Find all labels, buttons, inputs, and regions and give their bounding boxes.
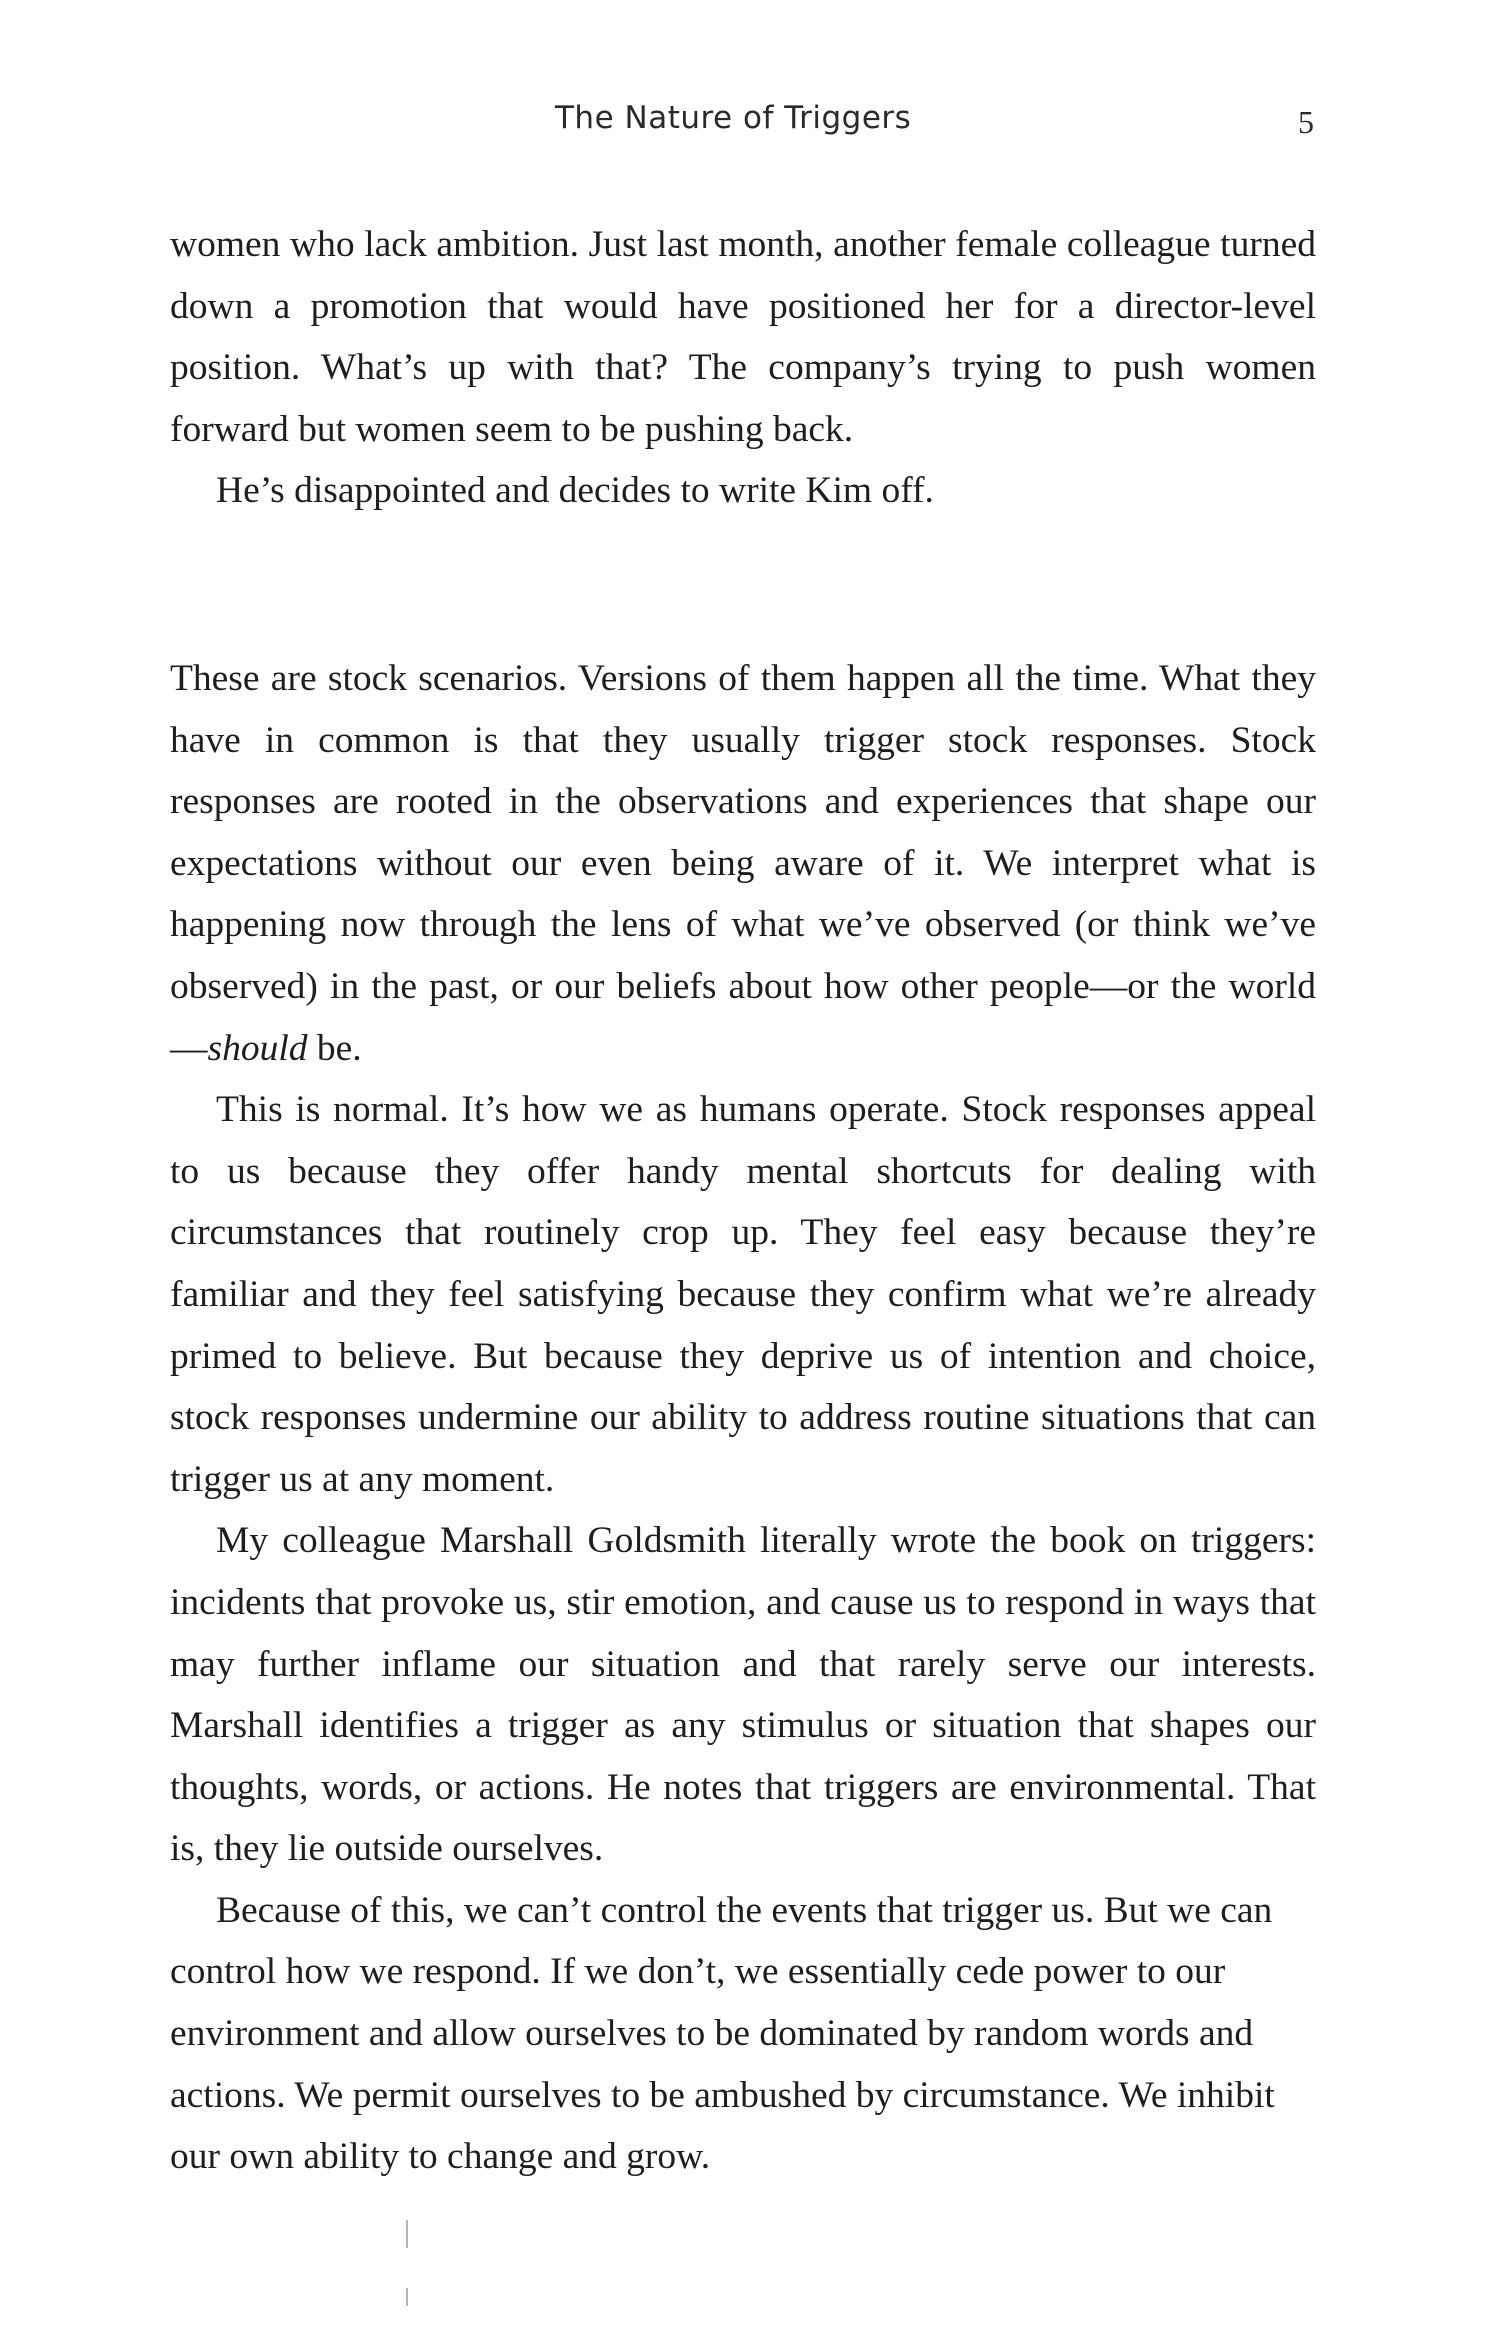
paragraph-kim: He’s disappointed and decides to write Kim off. xyxy=(216,470,934,512)
main-text-block xyxy=(170,648,1316,2188)
continued-text-block xyxy=(170,214,1316,522)
stock-scenarios-end: be. xyxy=(307,1027,362,1069)
running-title: The Nature of Triggers xyxy=(555,100,912,136)
paragraph-this-is-normal: This is normal. It’s how we as humans operate. Stock responses appeal to us because they offer handy mental shortcuts for dealing with circumstances that routinely crop up. They feel easy because they’re familiar and they feel satisfying because they confirm what we’re already primed to believe. But because they deprive us of intention and choice, stock responses undermine our ability to address routine situations that can trigger us at any moment. xyxy=(170,1089,1316,1500)
page-number: 5 xyxy=(1298,104,1314,140)
scan-mark xyxy=(406,2220,408,2248)
paragraph-stock-scenarios xyxy=(170,648,1316,1079)
running-head xyxy=(0,100,1500,150)
emphasis-should: should xyxy=(207,1027,308,1069)
scan-mark xyxy=(406,2288,408,2306)
paragraph-control: Because of this, we can’t control the events that trigger us. But we can control how we respond. If we don’t, we essentially cede power to our environment and allow ourselves to be dominated by random words and actions. We permit ourselves to be ambushed by circumstance. We inhibit our own ability to change and grow. xyxy=(170,1889,1275,2178)
paragraph-continued: women who lack ambition. Just last month, another female colleague turned down a promotion that would have positioned her for a director-level position. What’s up with that? The company’s trying to push women forward but women seem to be pushing back. xyxy=(170,224,1316,450)
paragraph-marshall: My colleague Marshall Goldsmith literally wrote the book on triggers: incidents that provoke us, stir emotion, and cause us to respond in ways that may further inflame our situation and that rarely serve our interests. Marshall identifies a trigger as any stimulus or situation that shapes our thoughts, words, or actions. He notes that triggers are environmental. That is, they lie outside ourselves. xyxy=(170,1520,1316,1870)
stock-scenarios-text: These are stock scenarios. Versions of them happen all the time. What they have in common is that they usually trigger stock responses. Stock responses are rooted in the observations and experiences that shape our expectations without our even being aware of it. We interpret what is happening now through the lens of what we’ve observed (or think we’ve observed) in the past, or our beliefs about how other people—or the world— xyxy=(170,658,1316,1069)
